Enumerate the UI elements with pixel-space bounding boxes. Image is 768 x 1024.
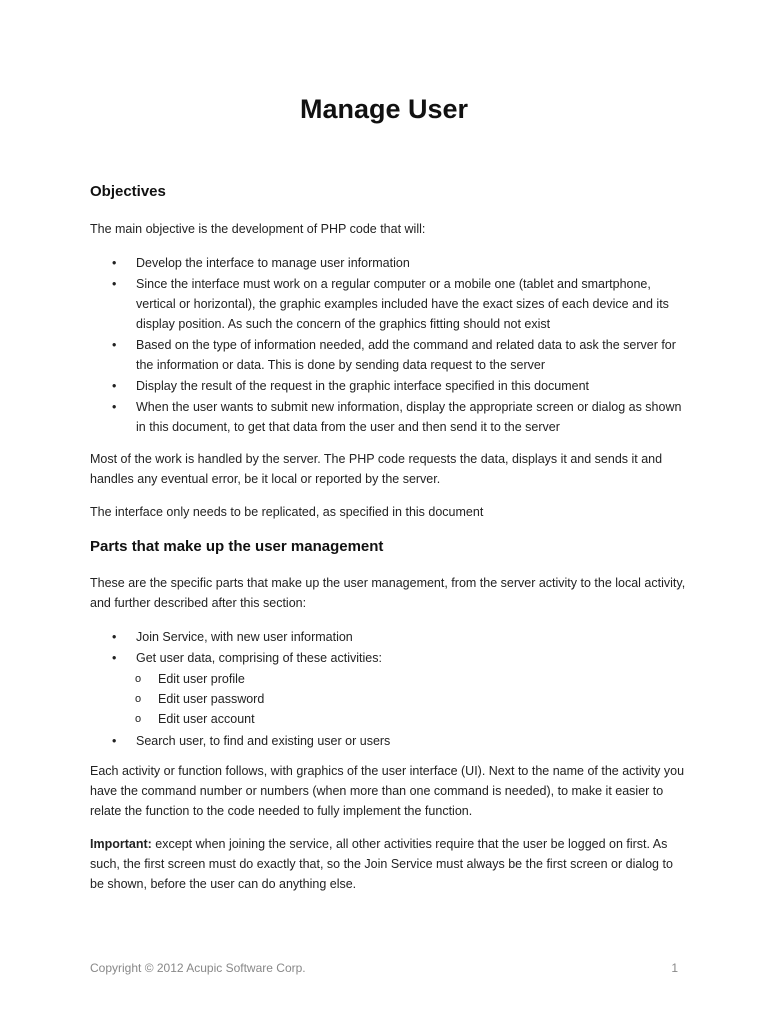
important-label: Important: <box>90 837 152 851</box>
list-item: • Develop the interface to manage user information <box>90 253 690 273</box>
objectives-heading: Objectives <box>90 183 166 200</box>
list-item: • Since the interface must work on a regular computer or a mobile one (tablet and smartphone, vertical or horizontal), the graphic examples included have the exact sizes of each device and its display position. As such the concern of the graphics fitting should not exist <box>90 274 690 334</box>
sub-bullet-icon: o <box>135 693 142 705</box>
parts-heading: Parts that make up the user management <box>90 538 384 555</box>
bullet-icon: • <box>112 338 117 352</box>
objectives-paragraph-2: The interface only needs to be replicated, as specified in this document <box>90 505 484 519</box>
sub-bullet-icon: o <box>135 673 142 685</box>
footer-copyright: Copyright © 2012 Acupic Software Corp. <box>90 961 306 975</box>
list-item: • Get user data, comprising of these activities: <box>90 648 690 668</box>
bullet-icon: • <box>112 651 117 665</box>
list-item: • Search user, to find and existing user or users <box>90 731 690 751</box>
parts-list <box>90 627 690 752</box>
sub-bullet-icon: o <box>135 713 142 725</box>
list-item: • When the user wants to submit new information, display the appropriate screen or dialog as shown in this document, to get that data from the user and then send it to the server <box>90 397 690 437</box>
list-item: • Join Service, with new user information <box>90 627 690 647</box>
sub-list-item: o Edit user profile <box>90 669 690 689</box>
bullet-icon: • <box>112 277 117 291</box>
bullet-icon: • <box>112 734 117 748</box>
bullet-icon: • <box>112 400 117 414</box>
objectives-intro: The main objective is the development of PHP code that will: <box>90 222 426 236</box>
list-item: • Based on the type of information needed, add the command and related data to ask the server for the information or data. This is done by sending data request to the server <box>90 335 690 375</box>
parts-intro: These are the specific parts that make up the user management, from the server activity to the local activity, and further described after this section: <box>90 576 686 610</box>
important-text: except when joining the service, all other activities require that the user be logged on first. As such, the first screen must do exactly that, so the Join Service must always be the first screen or dialog to be shown, before the user can do anything else. <box>90 837 673 891</box>
sub-list-item: o Edit user password <box>90 689 690 709</box>
objectives-paragraph-1: Most of the work is handled by the server. The PHP code requests the data, displays it and sends it and handles any eventual error, be it local or reported by the server. <box>90 452 663 486</box>
list-item: • Display the result of the request in the graphic interface specified in this document <box>90 376 690 396</box>
important-paragraph <box>90 834 690 894</box>
bullet-icon: • <box>112 256 117 270</box>
objectives-list <box>90 253 690 438</box>
parts-paragraph-1: Each activity or function follows, with graphics of the user interface (UI). Next to the name of the activity you have the command number or numbers (when more than one command is needed), to make it easier to relate the function to the code needed to fully implement the function. <box>90 764 685 818</box>
footer-page-number: 1 <box>671 961 678 975</box>
bullet-icon: • <box>112 379 117 393</box>
page-title: Manage User <box>299 94 469 124</box>
sub-list-item: o Edit user account <box>90 709 690 729</box>
bullet-icon: • <box>112 630 117 644</box>
